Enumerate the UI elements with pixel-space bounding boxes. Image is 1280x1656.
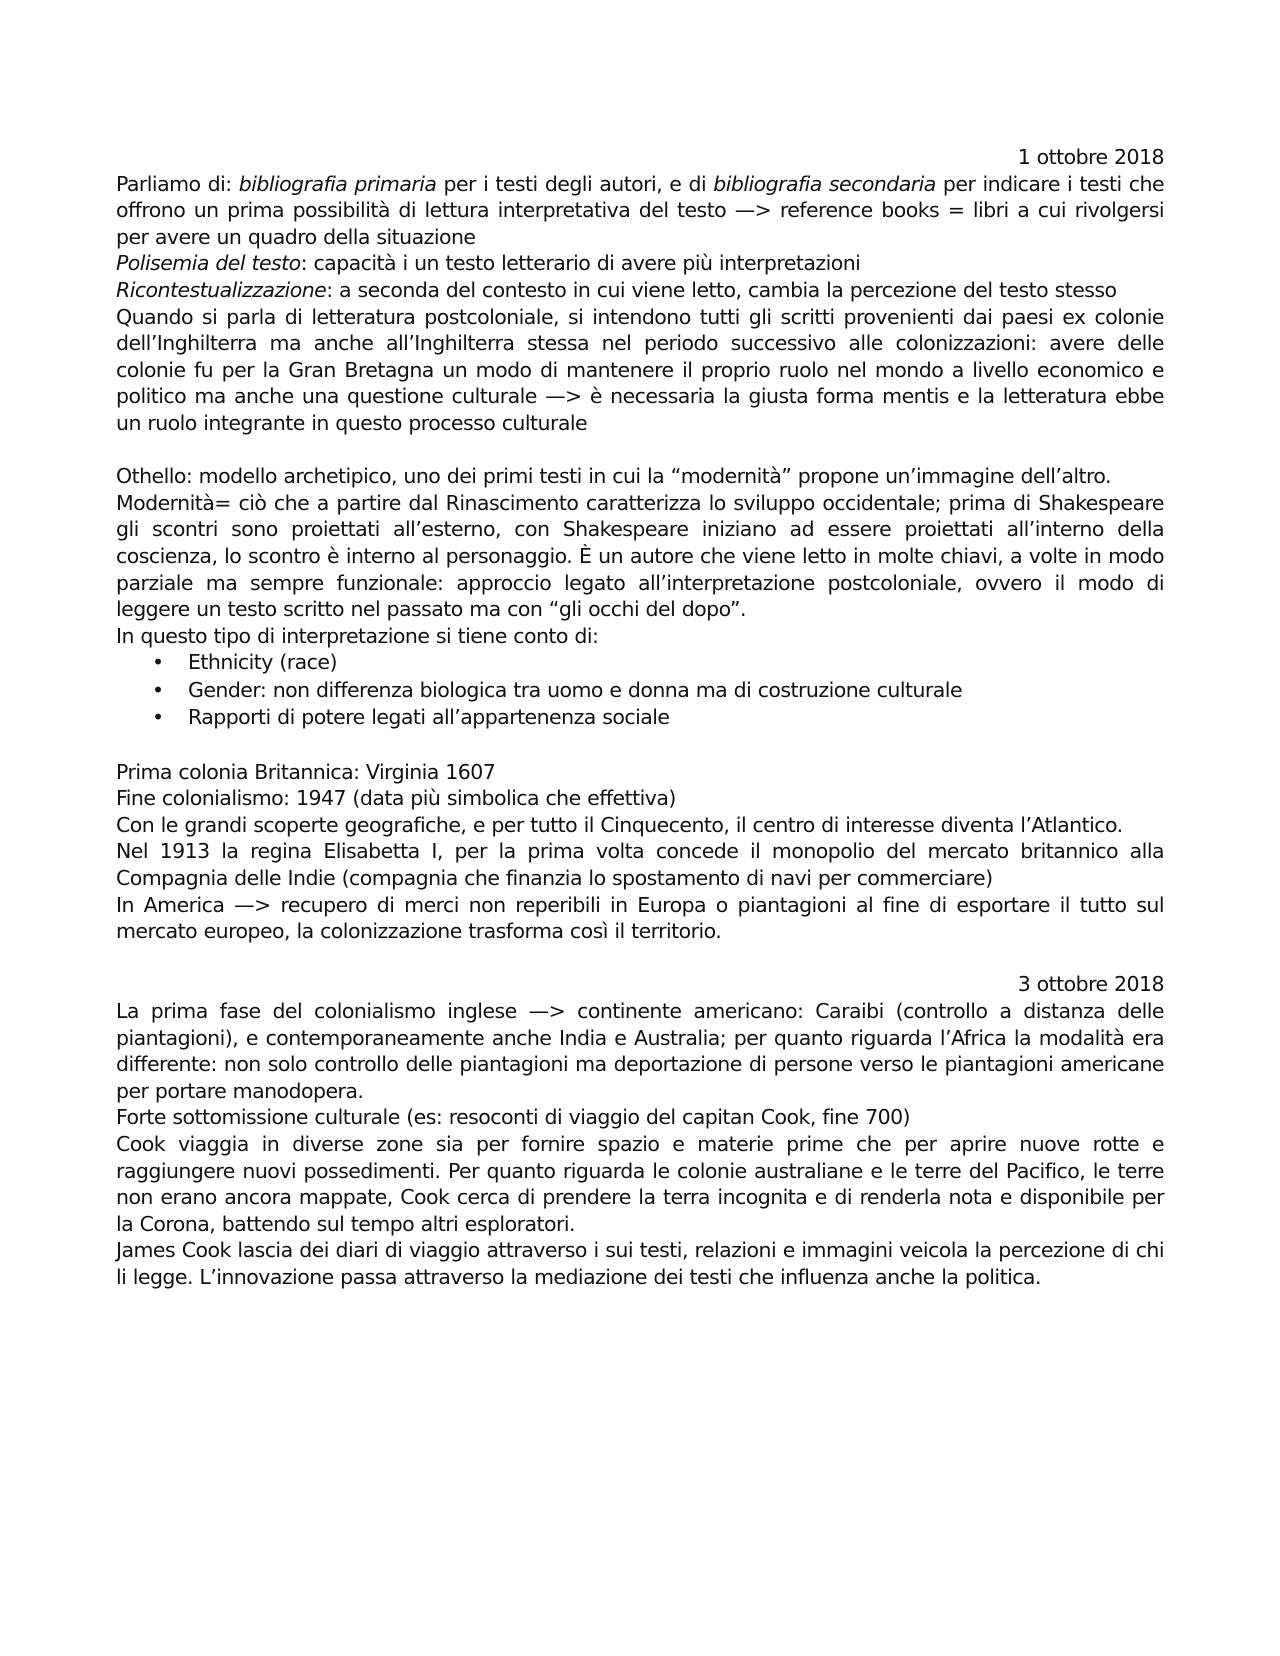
date-heading: 3 ottobre 2018 [1017,972,1164,997]
paragraph [116,838,1164,891]
text-run: In questo tipo di interpretazione si tiene conto di: [116,623,599,648]
blank-line [116,945,1164,972]
paragraph [116,1131,1164,1237]
italic-term: bibliografia primaria [238,171,437,196]
date-heading: 1 ottobre 2018 [1017,145,1164,169]
text-run: Prima colonia Britannica: Virginia 1607 [116,759,496,784]
paragraph [116,892,1164,945]
text-run: Cook viaggia in diverse zone sia per fornire spazio e materie prime che per aprire nuove rotte e raggiungere nuovi possedimenti. Per quanto riguarda le colonie australiane e le terre del Pacifico, le terre non erano ancora mappate, Cook cerca di prendere la terra incognita e di renderla nota e disponibile per la Corona, battendo sul tempo altri esploratori. [116,1131,1164,1236]
text-run: Forte sottomissione culturale (es: resoconti di viaggio del capitan Cook, fine 700) [116,1105,911,1130]
paragraph [116,623,1164,650]
list-item-text: Gender: non differenza biologica tra uomo e donna ma di costruzione culturale [188,677,963,702]
paragraph [116,812,1164,839]
text-run: Fine colonialismo: 1947 (data più simbolica che effettiva) [116,786,676,811]
blank-line [116,732,1164,759]
text-run: Parliamo di: [116,171,239,196]
document-page [116,144,1164,1291]
paragraph [116,490,1164,623]
text-run: Othello: modello archetipico, uno dei primi testi in cui la “modernità” propone un’immagine dell’altro. [116,464,1112,489]
list-item [116,704,1164,731]
paragraph [116,463,1164,490]
paragraph [116,250,1164,277]
paragraph [116,785,1164,812]
bullet-list [116,649,1164,731]
list-item [116,649,1164,676]
text-run: Con le grandi scoperte geografiche, e per tutto il Cinquecento, il centro di interesse diventa l’Atlantico. [116,812,1123,837]
italic-term: bibliografia secondaria [713,171,936,196]
paragraph [116,759,1164,786]
text-run: per indicare i testi che offrono un prima possibilità di lettura interpretativa del testo —> reference books = libri a cui rivolgersi per avere un quadro della situazione [116,171,1165,249]
text-run: per i testi degli autori, e di [436,171,714,196]
list-item-text: Rapporti di potere legati all’appartenenza sociale [188,705,670,730]
paragraph [116,998,1164,1104]
paragraph [116,304,1164,437]
paragraph [116,1237,1164,1290]
text-run: Quando si parla di letteratura postcoloniale, si intendono tutti gli scritti provenienti dai paesi ex colonie dell’Inghilterra ma anche all’Inghilterra stessa nel periodo successivo alle colonizzazioni: avere delle colonie fu per la Gran Bretagna un modo di mantenere il proprio ruolo nel mondo a livello economico e politico ma anche una questione culturale —> è necessaria la giusta forma mentis e la letteratura ebbe un ruolo integrante in questo processo culturale [116,304,1164,435]
text-run: James Cook lascia dei diari di viaggio attraverso i sui testi, relazioni e immagini veicola la percezione di chi li legge. L’innovazione passa attraverso la mediazione dei testi che influenza anche la politica. [116,1238,1164,1289]
text-run: : a seconda del contesto in cui viene letto, cambia la percezione del testo stesso [326,277,1117,302]
text-run: : capacità i un testo letterario di avere più interpretazioni [300,251,861,276]
text-run: La prima fase del colonialismo inglese —> continente americano: Caraibi (controllo a distanza delle piantagioni), e contemporaneamente anche India e Australia; per quanto riguarda l’Africa la modalità era differente: non solo controllo delle piantagioni ma deportazione di persone verso le piantagioni americane per portare manodopera. [116,999,1164,1103]
list-item [116,677,1164,704]
blank-line [116,437,1164,464]
bullet-icon: • [152,650,164,675]
text-run: In America —> recupero di merci non reperibili in Europa o piantagioni al fine di esportare il tutto sul mercato europeo, la colonizzazione trasforma così il territorio. [116,892,1164,944]
italic-term: Polisemia del testo [116,251,301,276]
italic-term: Ricontestualizzazione [116,277,327,302]
paragraph [116,171,1164,251]
paragraph [116,1104,1164,1131]
paragraph [116,277,1164,304]
text-run: Nel 1913 la regina Elisabetta I, per la prima volta concede il monopolio del mercato britannico alla Compagnia delle Indie (compagnia che finanzia lo spostamento di navi per commerciare) [116,839,1164,891]
bullet-icon: • [152,677,164,702]
bullet-icon: • [152,705,164,730]
list-item-text: Ethnicity (race) [188,650,337,675]
text-run: Modernità= ciò che a partire dal Rinascimento caratterizza lo sviluppo occidentale; prima di Shakespeare gli scontri sono proiettati all’esterno, con Shakespeare iniziano ad essere proiettati all’interno della coscienza, lo scontro è interno al personaggio. È un autore che viene letto in molte chiavi, a volte in modo parziale ma sempre funzionale: approccio legato all’interpretazione postcoloniale, ovvero il modo di leggere un testo scritto nel passato ma con “gli occhi del dopo”. [116,490,1164,622]
